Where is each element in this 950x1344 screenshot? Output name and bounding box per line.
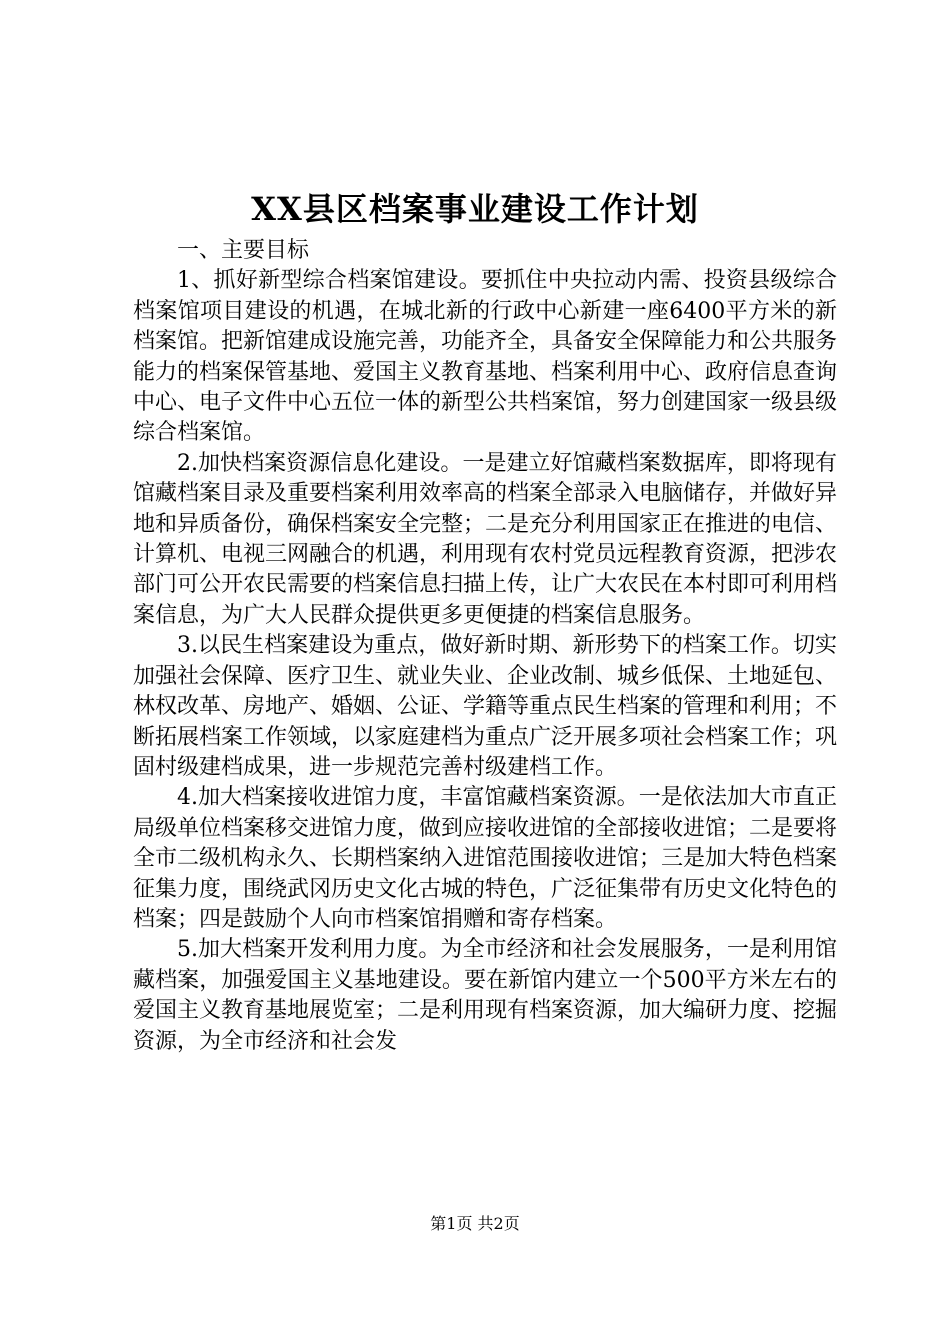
page-number-footer: 第1页 共2页 — [430, 1214, 520, 1233]
paragraph: 1、抓好新型综合档案馆建设。要抓住中央拉动内需、投资县级综合档案馆项目建设的机遇，在城北新的行政中心新建一座6400平方米的新档案馆。把新馆建成设施完善，功能齐全，具备安全保障能力和公共服务能力的档案保管基地、爱国主义教育基地、档案利用中心、政府信息查询中心、电子文件中心五位一体的新型公共档案馆，努力创建国家一级县级综合档案馆。 — [133, 268, 838, 446]
paragraph: 2.加快档案资源信息化建设。一是建立好馆藏档案数据库，即将现有馆藏档案目录及重要档案利用效率高的档案全部录入电脑储存，并做好异地和异质备份，确保档案安全完整；二是充分利用国家正在推进的电信、计算机、电视三网融合的机遇，利用现有农村党员远程教育资源，把涉农部门可公开农民需要的档案信息扫描上传，让广大农民在本村即可利用档案信息，为广大人民群众提供更多更便捷的档案信息服务。 — [133, 450, 838, 628]
paragraph: 3.以民生档案建设为重点，做好新时期、新形势下的档案工作。切实加强社会保障、医疗卫生、就业失业、企业改制、城乡低保、土地延包、林权改革、房地产、婚姻、公证、学籍等重点民生档案的管理和利用；不断拓展档案工作领域，以家庭建档为重点广泛开展多项社会档案工作；巩固村级建档成果，进一步规范完善村级建档工作。 — [133, 633, 838, 780]
paragraph: 5.加大档案开发利用力度。为全市经济和社会发展服务，一是利用馆藏档案，加强爱国主义基地建设。要在新馆内建立一个500平方米左右的爱国主义教育基地展览室；二是利用现有档案资源，加大编研力度、挖掘资源，为全市经济和社会发 — [133, 937, 838, 1054]
document-title: XX县区档案事业建设工作计划 — [251, 190, 699, 228]
paragraph: 4.加大档案接收进馆力度，丰富馆藏档案资源。一是依法加大市直正局级单位档案移交进馆力度，做到应接收进馆的全部接收进馆；二是要将全市二级机构永久、长期档案纳入进馆范围接收进馆；三是加大特色档案征集力度，围绕武冈历史文化古城的特色，广泛征集带有历史文化特色的档案；四是鼓励个人向市档案馆捐赠和寄存档案。 — [133, 785, 838, 932]
document-body — [133, 236, 837, 1057]
section-heading: 一、主要目标 — [177, 238, 310, 263]
